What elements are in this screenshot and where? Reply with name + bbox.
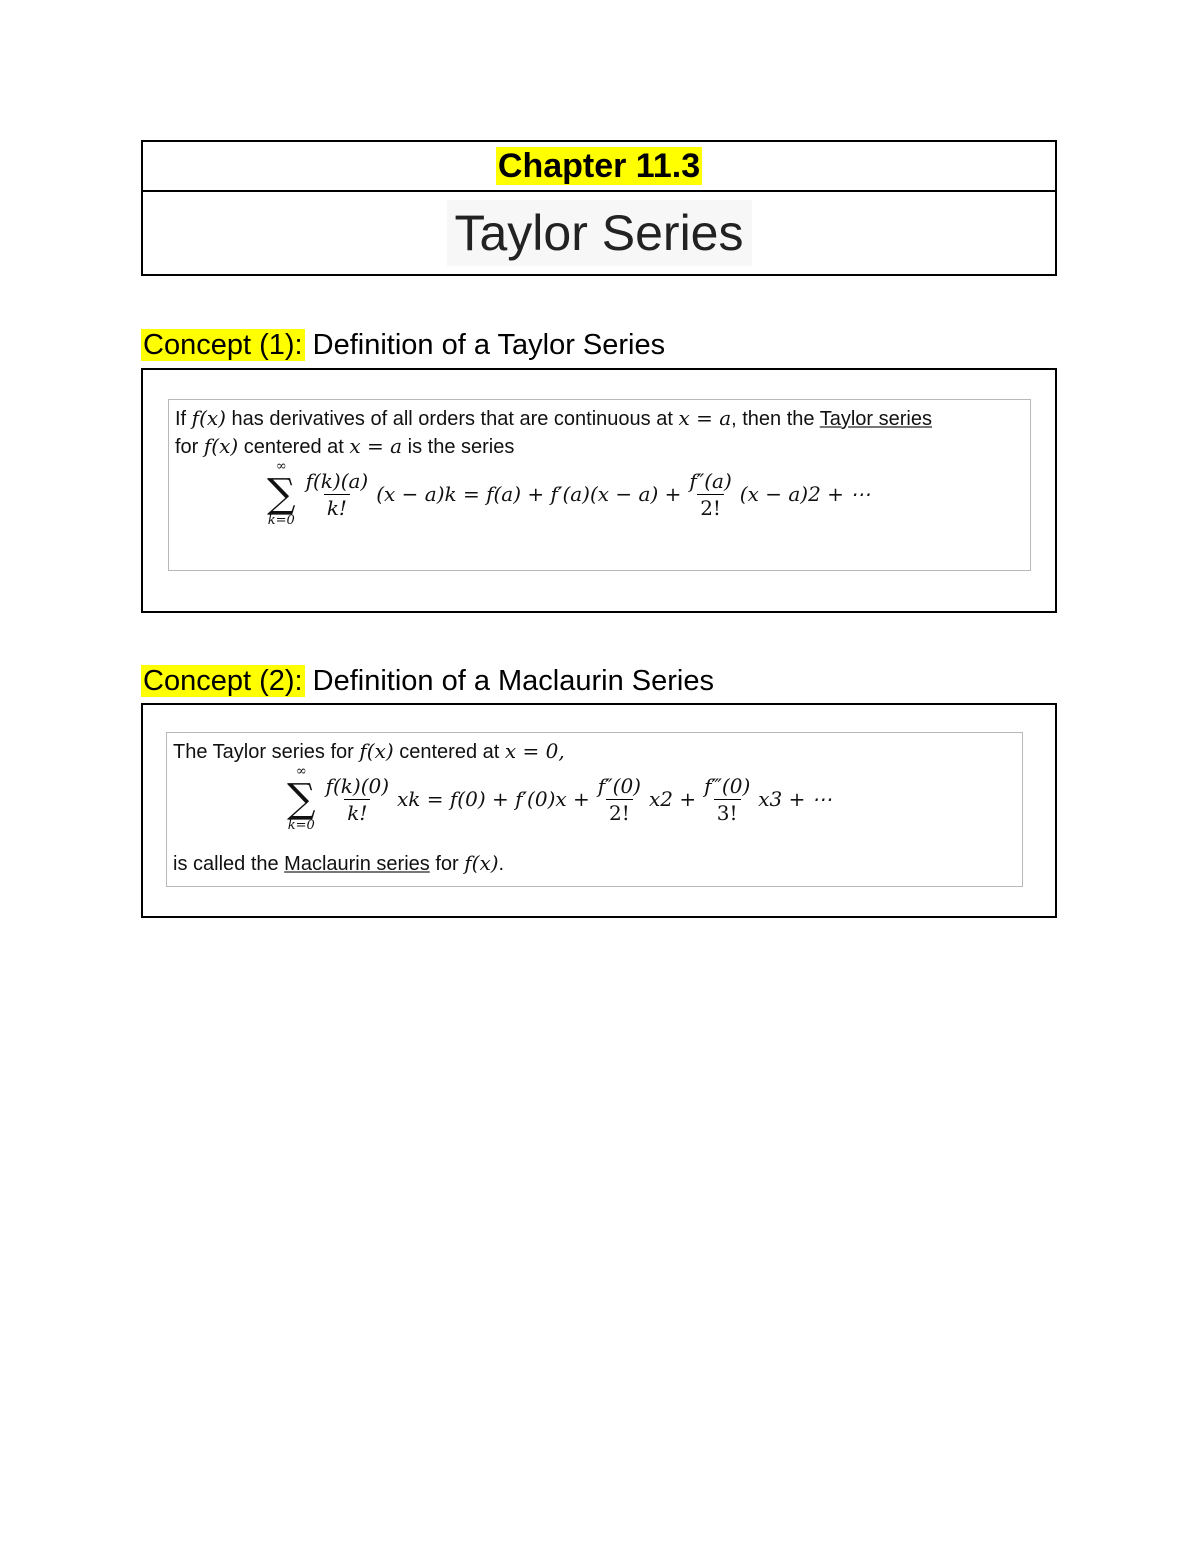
maclaurin-definition-panel bbox=[166, 732, 1023, 887]
taylor-definition-panel bbox=[168, 399, 1031, 571]
fraction-kth-derivative: $\frac{f(k)(a)}{k!}$ bbox=[305, 468, 369, 520]
maclaurin-def-line-3: is called the Maclaurin series for f(x). bbox=[173, 851, 505, 875]
concept-2-title: Definition of a Maclaurin Series bbox=[304, 665, 714, 697]
taylor-series-formula bbox=[267, 460, 872, 528]
page-title-wrap bbox=[143, 200, 1055, 266]
chapter-header-box bbox=[141, 140, 1057, 276]
page-title: Taylor Series bbox=[447, 200, 752, 266]
concept-2-heading bbox=[141, 663, 714, 699]
concept-1-title: Definition of a Taylor Series bbox=[304, 329, 666, 361]
maclaurin-series-term: Maclaurin series bbox=[284, 853, 430, 875]
maclaurin-def-line-1: The Taylor series for f(x) centered at x = 0, bbox=[173, 739, 565, 763]
formula-middle: xk = f(0) + f′(0)x + bbox=[397, 787, 590, 811]
concept-1-label: Concept (1): bbox=[143, 329, 303, 361]
chapter-label: Chapter 11.3 bbox=[497, 147, 701, 185]
summation-symbol: ∞ ∑ k=0 bbox=[287, 764, 316, 833]
concept-1-box bbox=[141, 368, 1057, 613]
formula-middle: (x − a)k = f(a) + f′(a)(x − a) + bbox=[376, 482, 682, 506]
header-divider bbox=[143, 190, 1055, 192]
chapter-number bbox=[143, 146, 1055, 186]
fraction-third-derivative: $\frac{f‴(0)}{3!}$ bbox=[704, 773, 751, 825]
fraction-kth-derivative: $\frac{f(k)(0)}{k!}$ bbox=[325, 773, 390, 825]
maclaurin-series-formula bbox=[287, 765, 834, 833]
fraction-second-derivative: $\frac{f''(0)}{2!}$ bbox=[597, 773, 641, 825]
taylor-series-term: Taylor series bbox=[819, 408, 932, 430]
taylor-def-line-1: If f(x) has derivatives of all orders that are continuous at x = a, then the Taylor series bbox=[175, 406, 932, 430]
formula-tail: x3 + ⋯ bbox=[758, 787, 832, 811]
formula-tail: (x − a)2 + ⋯ bbox=[739, 482, 871, 506]
concept-1-heading bbox=[141, 327, 665, 363]
concept-2-box bbox=[141, 703, 1057, 918]
formula-middle-2: x2 + bbox=[648, 787, 697, 811]
fraction-second-derivative: $\frac{f''(a)}{2!}$ bbox=[689, 468, 732, 520]
summation-symbol: ∞ ∑ k=0 bbox=[267, 459, 296, 528]
taylor-def-line-2: for f(x) centered at x = a is the series bbox=[175, 434, 515, 458]
concept-2-label: Concept (2): bbox=[143, 665, 303, 697]
